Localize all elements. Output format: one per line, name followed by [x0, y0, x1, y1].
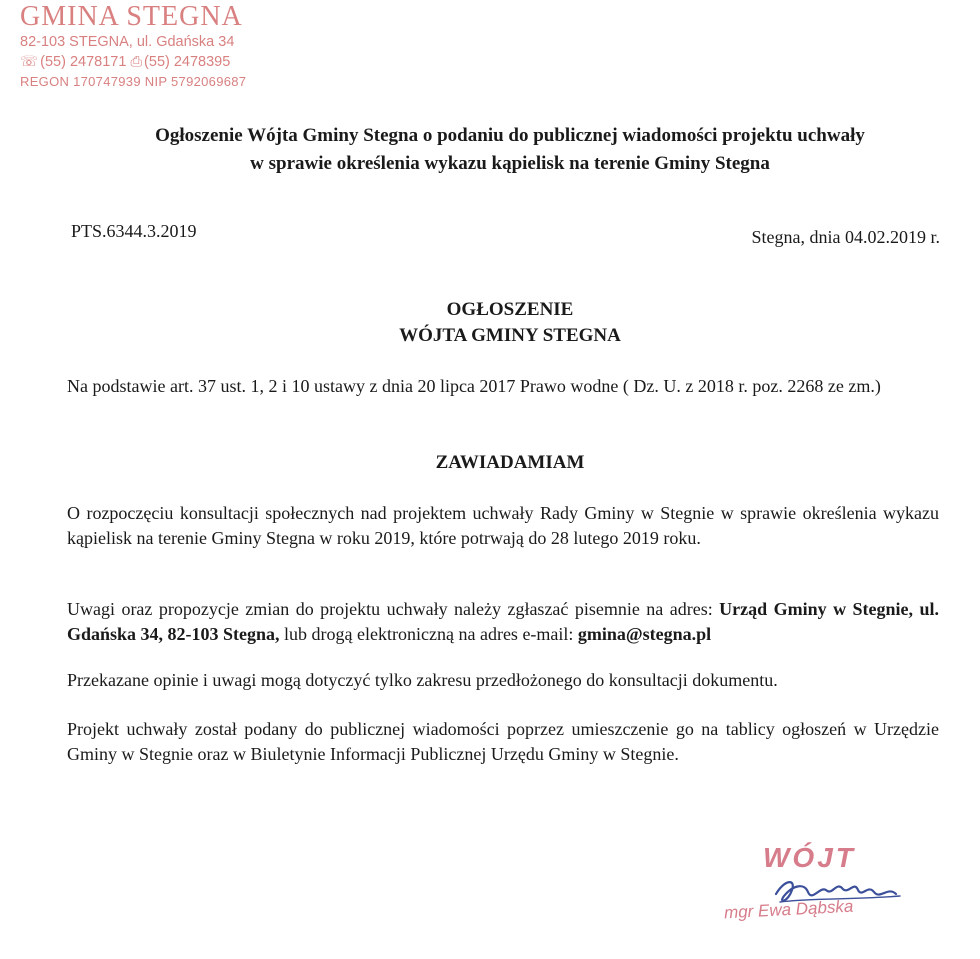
office-address: Urząd Gminy w Stegnie, ul. Gdańska 34, 82-103 Stegna,: [67, 599, 939, 644]
zawiadamiam-heading: ZAWIADAMIAM: [435, 452, 585, 473]
fax-icon: ⎙: [130, 54, 143, 70]
announcement-heading: [40, 297, 980, 349]
submission-intro: Uwagi oraz propozycje zmian do projektu uchwały należy zgłaszać pisemnie na adres:: [67, 599, 720, 619]
stamp-fax: (55) 2478395: [144, 54, 231, 70]
document-title: [40, 122, 980, 178]
signature-stamp: [718, 842, 918, 942]
heading-line-2: WÓJTA GMINY STEGNA: [399, 325, 621, 346]
paragraph-consultation: O rozpoczęciu konsultacji społecznych nad projektem uchwały Rady Gminy w Stegnie w sprawie określenia wykazu kąpielisk na terenie Gminy Stegna w roku 2019, które potrwają do 28 lutego 2019 roku.: [67, 503, 939, 548]
legal-basis: Na podstawie art. 37 ust. 1, 2 i 10 ustawy z dnia 20 lipca 2017 Prawo wodne ( Dz. U. z 2018 r. poz. 2268 ze zm.): [67, 376, 881, 396]
stamp-contacts: [20, 52, 290, 72]
signature-role: WÓJT: [763, 842, 856, 873]
paragraph-scope: Przekazane opinie i uwagi mogą dotyczyć tylko zakresu przedłożonego do konsultacji dokumentu.: [67, 670, 778, 690]
office-email: gmina@stegna.pl: [577, 624, 712, 644]
telephone-icon: ☏: [20, 54, 39, 70]
title-line-2: w sprawie określenia wykazu kąpielisk na terenie Gminy Stegna: [250, 153, 770, 174]
stamp-name: GMINA STEGNA: [20, 1, 243, 32]
submission-email-intro: lub drogą elektroniczną na adres e-mail:: [279, 624, 578, 644]
stamp-address: 82-103 STEGNA, ul. Gdańska 34: [20, 34, 235, 50]
place-date: Stegna, dnia 04.02.2019 r.: [751, 227, 940, 247]
paragraph-submission: [67, 597, 939, 647]
paragraph-publication: Projekt uchwały został podany do publicznej wiadomości poprzez umieszczenie go na tablicy ogłoszeń w Urzędzie Gminy w Stegnie oraz w Biuletynie Informacji Publicznej Urzędu Gminy w Stegnie.: [67, 719, 939, 764]
stamp-phone: (55) 2478171: [40, 54, 127, 70]
heading-line-1: OGŁOSZENIE: [446, 299, 574, 320]
reference-number: PTS.6344.3.2019: [71, 221, 197, 241]
office-stamp: [20, 2, 290, 92]
stamp-ids: REGON 170747939 NIP 5792069687: [20, 74, 247, 89]
signature-name: mgr Ewa Dąbska: [723, 896, 854, 923]
title-line-1: Ogłoszenie Wójta Gminy Stegna o podaniu do publicznej wiadomości projektu uchwały: [155, 125, 865, 146]
